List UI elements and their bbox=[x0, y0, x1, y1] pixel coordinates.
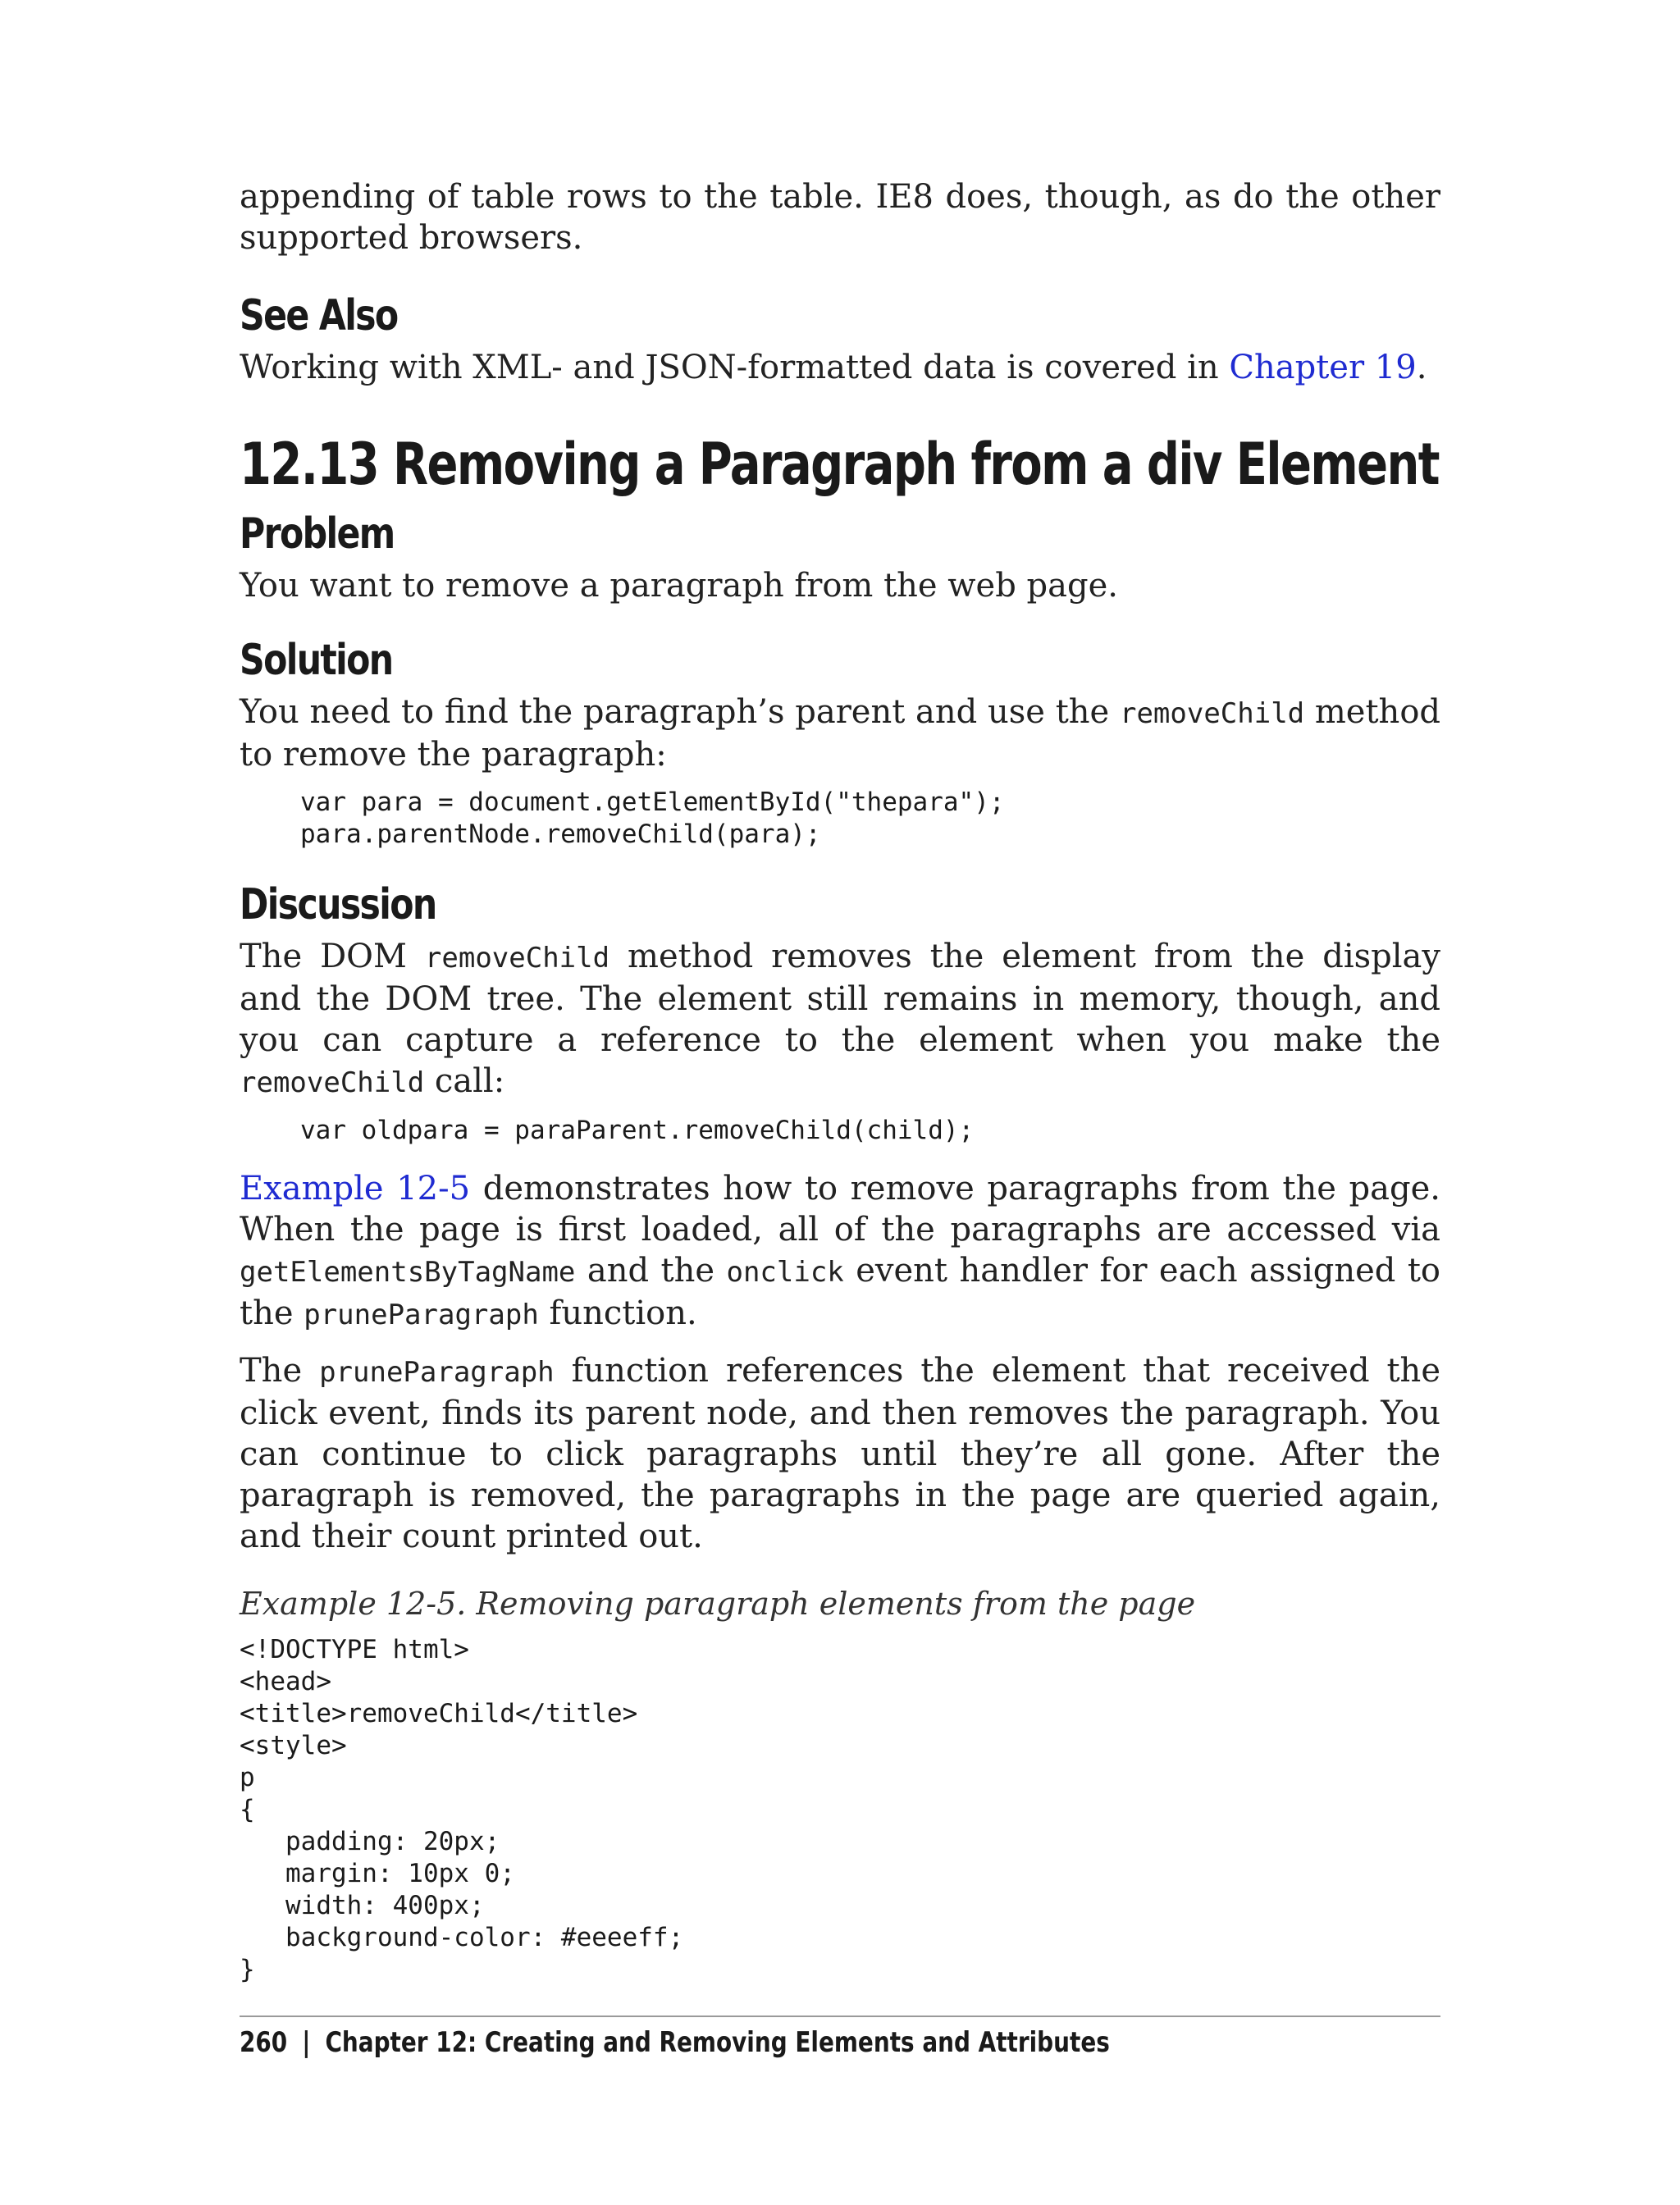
example-caption: Example 12-5. Removing paragraph elements from the page bbox=[240, 1586, 1196, 1622]
discussion-paragraph-1: The DOM removeChild method removes the element from the display and the DOM tree. The element still remains in memory, though, and you can capture a reference to the element when you make the removeChild call: bbox=[240, 938, 1440, 1100]
inline-code: removeChild bbox=[1119, 697, 1305, 730]
inline-code: removeChild bbox=[240, 1066, 425, 1099]
chapter-19-link[interactable]: Chapter 19 bbox=[1229, 349, 1417, 386]
example-12-5-link[interactable]: Example 12-5 bbox=[240, 1170, 471, 1208]
section-title: 12.13 Removing a Paragraph from a div Element bbox=[240, 431, 1439, 498]
inline-code: pruneParagraph bbox=[304, 1299, 539, 1331]
discussion-heading: Discussion bbox=[240, 880, 436, 929]
example-code-block: <!DOCTYPE html> <head> <title>removeChild</title> <style> p { padding: 20px; margin: 10px 0; width: 400px; background-color: #eeeeff; } bbox=[240, 1635, 684, 1984]
solution-heading: Solution bbox=[240, 636, 393, 685]
inline-code: getElementsByTagName bbox=[240, 1256, 576, 1289]
inline-code: onclick bbox=[726, 1256, 844, 1289]
see-also-paragraph: Working with XML- and JSON-formatted data is covered in Chapter 19. bbox=[240, 349, 1427, 386]
footer-chapter-title: Chapter 12: Creating and Removing Elements and Attributes bbox=[325, 2026, 1110, 2059]
inline-code: removeChild bbox=[424, 942, 610, 975]
see-also-heading: See Also bbox=[240, 291, 398, 340]
book-page bbox=[240, 176, 1440, 1986]
page-footer bbox=[240, 2026, 1224, 2059]
solution-code-block: var para = document.getElementById("thepara"); para.parentNode.removeChild(para); bbox=[300, 788, 1005, 849]
inline-code: pruneParagraph bbox=[319, 1356, 555, 1389]
discussion-code-block: var oldpara = paraParent.removeChild(child); bbox=[300, 1116, 975, 1145]
footer-separator: | bbox=[302, 2026, 311, 2059]
solution-paragraph: You need to find the paragraph’s parent and use the removeChild method to remove the paragraph: bbox=[240, 693, 1441, 774]
discussion-paragraph-2: Example 12-5 demonstrates how to remove paragraphs from the page. When the page is first loaded, all of the paragraphs are accessed via getElementsByTagName and the onclick event handler for each assigned to the pruneParagraph function. bbox=[240, 1170, 1440, 1332]
page-number: 260 bbox=[240, 2026, 288, 2059]
intro-paragraph: appending of table rows to the table. IE8 does, though, as do the other supported browsers. bbox=[240, 178, 1440, 257]
footer-divider bbox=[240, 2016, 1440, 2017]
discussion-paragraph-3: The pruneParagraph function references the element that received the click event, finds its parent node, and then removes the paragraph. You can continue to click paragraphs until they’re all gone. After the paragraph is removed, the paragraphs in the page are queried again, and their count printed out. bbox=[240, 1352, 1440, 1555]
problem-paragraph: You want to remove a paragraph from the web page. bbox=[240, 567, 1118, 605]
problem-heading: Problem bbox=[240, 509, 395, 559]
